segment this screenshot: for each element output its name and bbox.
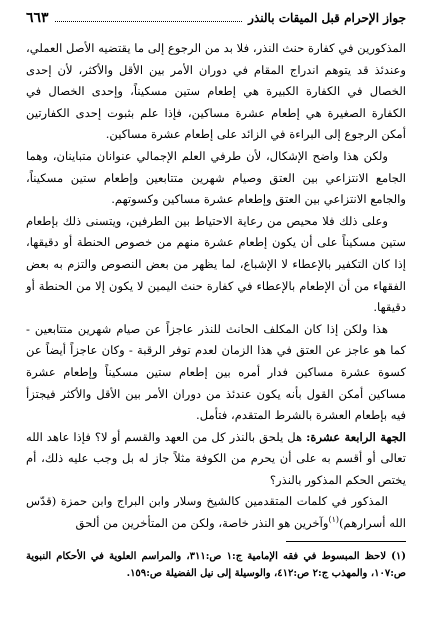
paragraph-2 [26,146,406,211]
running-head [26,10,406,32]
paragraph-text: هل يلحق بالنذر كل من العهد والقسم أو لا؟ فإذا عاهد الله تعالى أو أقسم به على أن يحرم من الكوفة مثلاً جاز له بل وجب عليه ذلك، أم يختص الحكم المذكور بالنذر؟ [26,429,406,487]
page-number: ٦٦٣ [26,10,49,26]
paragraph-6 [26,491,406,534]
paragraph-1 [26,38,406,146]
leader-dots [55,13,243,22]
footnote-divider [286,541,406,542]
paragraph-3 [26,211,406,319]
paragraph-text: المذكورين في كفارة حنث النذر، فلا بد من الرجوع إلى ما يقتضيه الأصل العملي، وعندئذ قد يتوهم اندراج المقام في دوران الأمر بين الأقل والأكثر، لأن إحدى الخصال في الكفارة الكبيرة هي إطعام ستين مسكيناً، وإحدى الخصال في الكفارة الصغيرة هي إطعام عشرة مساكين، فإذا علم بثبوت إحدى الكفارتين أمكن الرجوع إلى البراءة في الزائد على إطعام عشرة مساكين. [26,41,406,142]
paragraph-text-tail: وآخرين هو النذر خاصة، ولكن من المتأخرين من ألحق [75,516,329,531]
paragraph-text: هذا ولكن إذا كان المكلف الحانث للنذر عاجزاً عن صيام شهرين متتابعين - كما هو عاجز عن العتق في هذا الزمان لعدم توفر الرقبة - وكان عاجزاً أيضاً عن كسوة عشرة مساكين فدار أمره بين إطعام ستين مسكيناً وإطعام عشرة مساكين أمكن القول بأنه يكون عندئذ من دوران الأمر بين الأقل والأكثر فيجتزأ فيه بإطعام العشرة بالشرط المتقدم، فتأمل. [26,321,406,423]
footnotes [26,548,406,582]
paragraph-text: وعلى ذلك فلا محيص من رعاية الاحتياط بين الطرفين، ويتسنى ذلك بإطعام ستين مسكيناً على أن يكون إطعام عشرة منهم من خصوص الحنطة أو دقيقها، إذا كان التكفير بالإعطاء لا الإشباع، لما يظهر من بعض النصوص والتزم به بعض الفقهاء من أن الإطعام بالإعطاء في كفارة حنث اليمين لا يكون إلا من الحنطة أو دقيقها. [26,213,406,315]
paragraph-text: المذكور في كلمات المتقدمين كالشيخ وسلار وابن البراج وابن حمزة (قدّس الله أسرارهم) [26,494,406,531]
paragraph-text: ولكن هذا واضح الإشكال، لأن طرفي العلم الإجمالي عنوانان متباينان، وهما الجامع الانتزاعي بين العتق وصيام شهرين متتابعين وإطعام ستين مسكيناً، والجامع الانتزاعي بين العتق وإطعام عشرة مساكين وكسوتهم. [26,148,406,207]
footnote-1: (١) لاحظ المبسوط في فقه الإمامية ج:١ ص:٣١١، والمراسم العلوية في الأحكام النبوية ص:١٠٧، والمهذب ج:٢ ص:٤١٢، والوسيلة إلى نيل الفضيلة ص:١٥٩. [26,550,406,579]
paragraph-5 [26,427,406,492]
paragraph-4 [26,319,406,427]
running-head-title: جواز الإحرام قبل الميقات بالنذر [248,11,406,25]
body-text [26,38,406,535]
section-heading: الجهة الرابعة عشرة: [306,429,407,444]
footnote-reference: (١) [328,515,339,525]
